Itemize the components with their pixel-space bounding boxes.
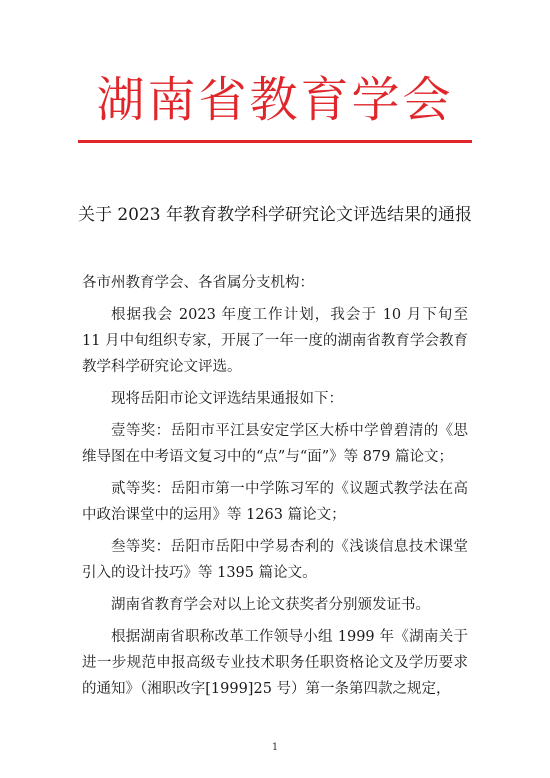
salutation: 各市州教育学会、各省属分支机构： [82,275,314,291]
document-body [82,270,468,708]
paragraph-work-plan: 根据我会 2023 年度工作计划，我会于 10 月下旬至 11 月中旬组织专家，开展了一年一度的湖南省教育学会教育教学科学研究论文评选。 [82,307,468,375]
letterhead-divider [78,140,472,143]
paragraph-third-prize: 叁等奖：岳阳市岳阳中学易杏利的《浅谈信息技术课堂引入的设计技巧》等 1395 篇论文。 [82,539,468,581]
paragraph-first-prize: 壹等奖：岳阳市平江县安定学区大桥中学曾碧清的《思维导图在中考语文复习中的“点”与“面”》等 879 篇论文； [82,423,468,465]
paragraph-second-prize: 贰等奖：岳阳市第一中学陈习军的《议题式教学法在高中政治课堂中的运用》等 1263 篇论文； [82,481,468,523]
organization-letterhead: 湖南省教育学会 [96,72,454,128]
paragraph-regulation: 根据湖南省职称改革工作领导小组 1999 年《湖南关于进一步规范申报高级专业技术职务任职资格论文及学历要求的通知》（湘职改字[1999]25 号）第一条第四款之规定， [82,629,468,697]
paragraph-certificates: 湖南省教育学会对以上论文获奖者分别颁发证书。 [111,597,430,613]
document-title: 关于 2023 年教育教学科学研究论文评选结果的通报 [77,205,473,225]
page-number: 1 [271,742,279,753]
paragraph-results-intro: 现将岳阳市论文评选结果通报如下： [111,391,343,407]
